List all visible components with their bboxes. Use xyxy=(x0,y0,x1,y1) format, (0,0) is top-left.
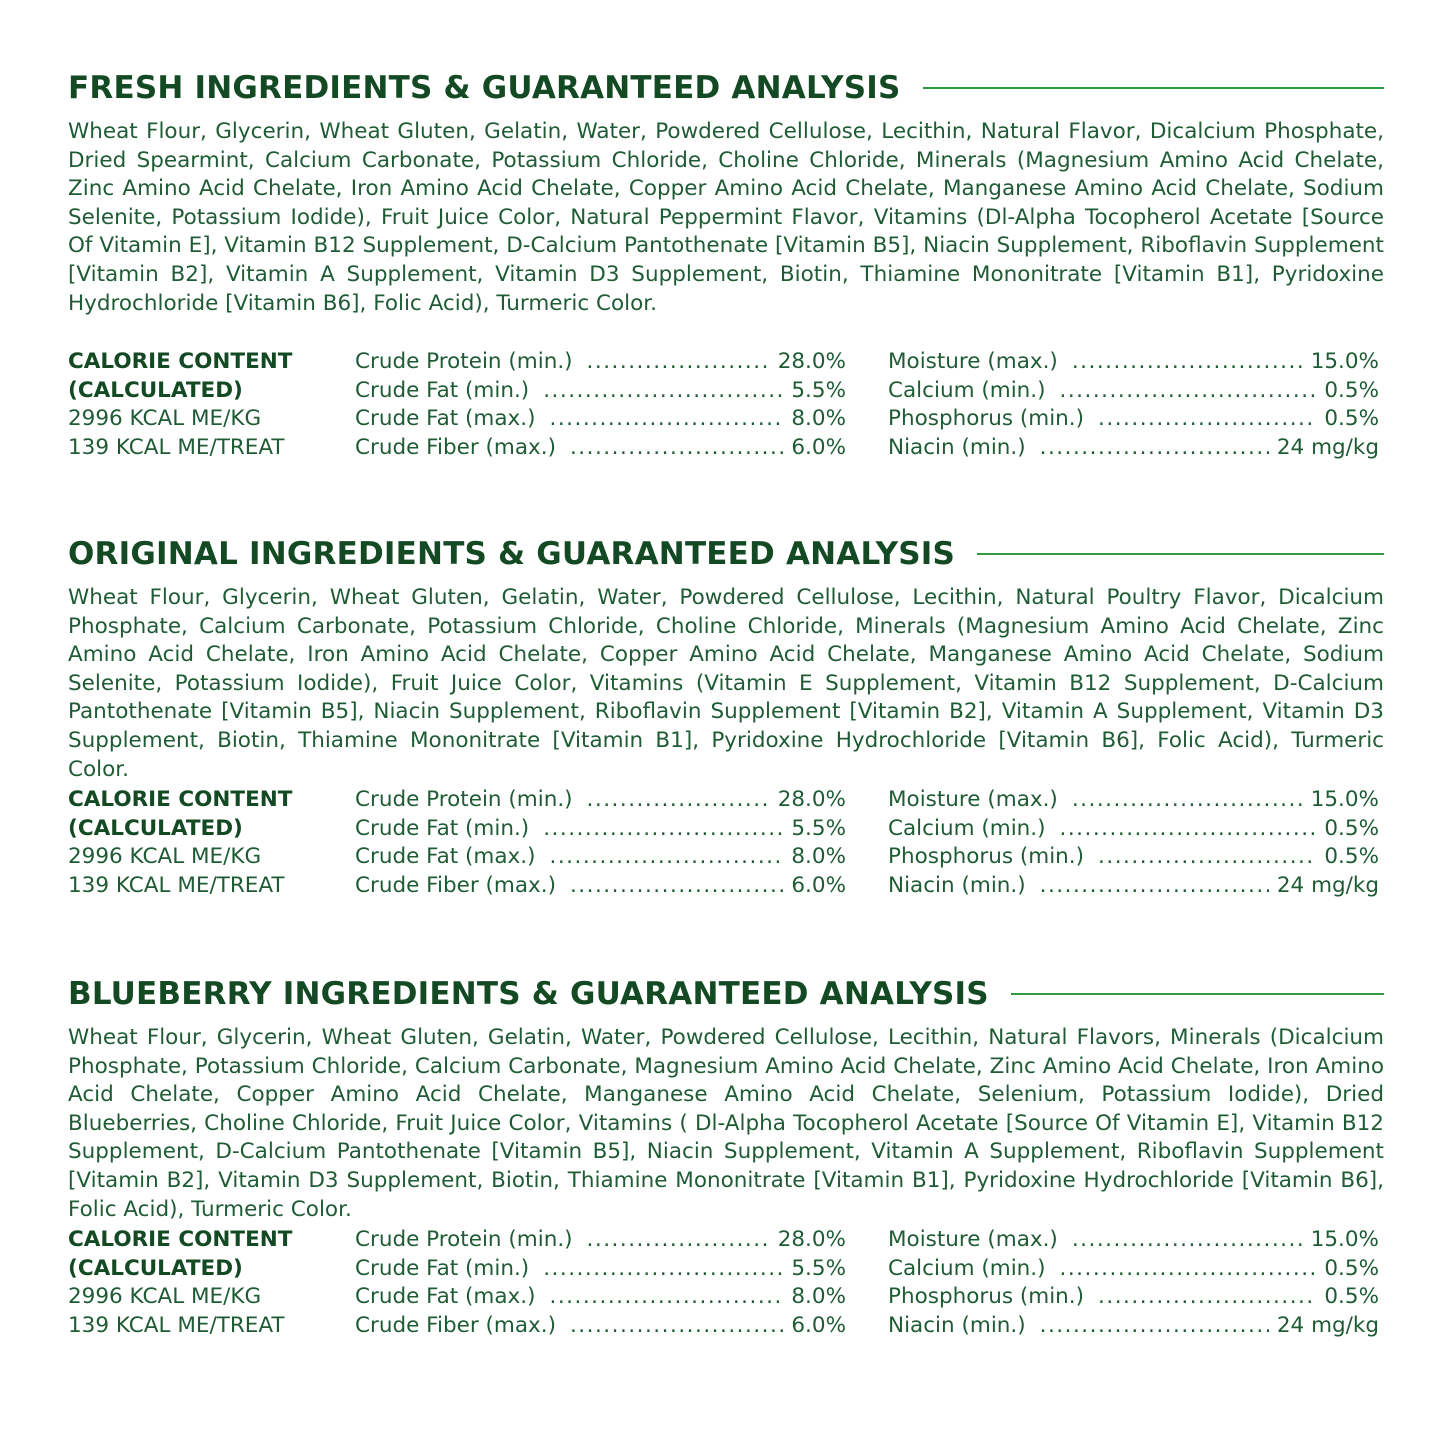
section-heading xyxy=(68,536,955,572)
heading-rule xyxy=(977,553,1384,555)
leader-dots xyxy=(549,405,783,434)
analysis-value: 28.0% xyxy=(777,1227,846,1252)
analysis-row xyxy=(888,815,1379,844)
analysis-label: Crude Fiber (max.) xyxy=(355,873,556,899)
section-heading xyxy=(68,70,901,106)
heading-rule xyxy=(1011,993,1384,995)
analysis-value: 24 mg/kg xyxy=(1276,435,1379,461)
analysis-label: Moisture (max.) xyxy=(888,787,1058,812)
analysis-label: Calcium (min.) xyxy=(888,1255,1046,1281)
analysis-row xyxy=(355,872,846,901)
analysis-row xyxy=(888,1226,1379,1255)
leader-dots xyxy=(1072,786,1303,815)
heading-rule xyxy=(923,87,1384,89)
analysis-row xyxy=(888,434,1379,463)
analysis-label: Crude Fat (max.) xyxy=(355,844,536,870)
calorie-content xyxy=(68,1226,338,1341)
analysis-label: Crude Protein (min.) xyxy=(355,787,573,812)
ingredients-text: Wheat Flour, Glycerin, Wheat Gluten, Gelatin, Water, Powdered Cellulose, Lecithin, Natural Poultry Flavor, Dicalcium Phosphate, Calcium Carbonate, Potassium Chloride, Choline Chloride, Minerals (Magnesium Amino Acid Chelate, Zinc Amino Acid Chelate, Iron Amino Acid Chelate, Copper Amino Acid Chelate, Manganese Amino Acid Chelate, Sodium Selenite, Potassium Iodide), Fruit Juice Color, Vitamins (Vitamin E Supplement, Vitamin B12 Supplement, D-Calcium Pantothenate [Vitamin B5], Niacin Supplement, Riboflavin Supplement [Vitamin B2], Vitamin A Supplement, Vitamin D3 Supplement, Biotin, Thiamine Mononitrate [Vitamin B1], Pyridoxine Hydrochloride [Vitamin B6], Folic Acid), Turmeric Color. xyxy=(68,585,1384,782)
analysis-row xyxy=(888,405,1379,434)
leader-dots xyxy=(570,872,783,901)
leader-dots xyxy=(1098,843,1316,872)
analysis-value: 24 mg/kg xyxy=(1276,1313,1379,1339)
leader-dots xyxy=(1060,377,1317,406)
calorie-subtitle: (CALCULATED) xyxy=(68,377,243,403)
analysis-column-left xyxy=(355,1226,846,1341)
guaranteed-analysis xyxy=(68,786,1384,902)
analysis-value: 5.5% xyxy=(791,815,846,841)
analysis-row xyxy=(355,434,846,463)
analysis-label: Phosphorus (min.) xyxy=(888,1284,1085,1310)
leader-dots xyxy=(543,1255,783,1284)
kcal-per-treat: 139 KCAL ME/TREAT xyxy=(68,1313,285,1339)
analysis-value: 5.5% xyxy=(791,377,846,403)
analysis-label: Crude Fiber (max.) xyxy=(355,435,556,461)
analysis-column-right xyxy=(888,786,1379,901)
analysis-label: Crude Fat (min.) xyxy=(355,377,530,403)
guaranteed-analysis xyxy=(68,1226,1384,1342)
calorie-title: CALORIE CONTENT xyxy=(68,349,293,374)
flavor-name: FRESH xyxy=(68,70,184,106)
analysis-value: 8.0% xyxy=(791,1284,846,1310)
leader-dots xyxy=(1098,405,1316,434)
analysis-row xyxy=(888,348,1379,377)
leader-dots xyxy=(1072,1226,1303,1255)
analysis-value: 0.5% xyxy=(1324,844,1379,870)
analysis-value: 24 mg/kg xyxy=(1276,873,1379,899)
leader-dots xyxy=(1060,1255,1317,1284)
analysis-label: Crude Protein (min.) xyxy=(355,349,573,374)
analysis-label: Crude Fat (max.) xyxy=(355,1284,536,1310)
analysis-label: Calcium (min.) xyxy=(888,377,1046,403)
heading-text: INGREDIENTS & GUARANTEED ANALYSIS xyxy=(194,70,901,106)
analysis-label: Phosphorus (min.) xyxy=(888,844,1085,870)
analysis-value: 6.0% xyxy=(791,873,846,899)
calorie-subtitle: (CALCULATED) xyxy=(68,1255,243,1281)
guaranteed-analysis xyxy=(68,348,1384,464)
kcal-per-kg: 2996 KCAL ME/KG xyxy=(68,1284,262,1310)
heading-text: INGREDIENTS & GUARANTEED ANALYSIS xyxy=(282,976,989,1012)
analysis-value: 15.0% xyxy=(1310,787,1379,812)
analysis-value: 15.0% xyxy=(1310,349,1379,374)
flavor-name: ORIGINAL xyxy=(68,536,239,572)
ingredients-text: Wheat Flour, Glycerin, Wheat Gluten, Gelatin, Water, Powdered Cellulose, Lecithin, Natural Flavor, Dicalcium Phosphate, Dried Spearmint, Calcium Carbonate, Potassium Chloride, Choline Chloride, Minerals (Magnesium Amino Acid Chelate, Zinc Amino Acid Chelate, Iron Amino Acid Chelate, Copper Amino Acid Chelate, Manganese Amino Acid Chelate, Sodium Selenite, Potassium Iodide), Fruit Juice Color, Natural Peppermint Flavor, Vitamins (Dl-Alpha Tocopherol Acetate [Source Of Vitamin E], Vitamin B12 Supplement, D-Calcium Pantothenate [Vitamin B5], Niacin Supplement, Riboflavin Supplement [Vitamin B2], Vitamin A Supplement, Vitamin D3 Supplement, Biotin, Thiamine Mononitrate [Vitamin B1], Pyridoxine Hydrochloride [Vitamin B6], Folic Acid), Turmeric Color. xyxy=(68,119,1384,316)
section-heading-row xyxy=(68,974,1384,1014)
calorie-title: CALORIE CONTENT xyxy=(68,1227,293,1252)
analysis-value: 8.0% xyxy=(791,406,846,432)
flavor-name: BLUEBERRY xyxy=(68,976,272,1012)
analysis-value: 6.0% xyxy=(791,435,846,461)
analysis-value: 8.0% xyxy=(791,844,846,870)
analysis-row xyxy=(355,786,846,815)
analysis-column-left xyxy=(355,786,846,901)
leader-dots xyxy=(1072,348,1303,377)
analysis-row xyxy=(355,843,846,872)
leader-dots xyxy=(543,377,783,406)
section-heading-row xyxy=(68,534,1384,574)
analysis-label: Crude Fiber (max.) xyxy=(355,1313,556,1339)
section-heading-row xyxy=(68,68,1384,108)
kcal-per-kg: 2996 KCAL ME/KG xyxy=(68,844,262,870)
calorie-content xyxy=(68,348,338,463)
section-heading xyxy=(68,976,989,1012)
analysis-column-left xyxy=(355,348,846,463)
analysis-label: Calcium (min.) xyxy=(888,815,1046,841)
analysis-row xyxy=(355,1226,846,1255)
calorie-subtitle: (CALCULATED) xyxy=(68,815,243,841)
analysis-value: 6.0% xyxy=(791,1313,846,1339)
leader-dots xyxy=(1060,815,1317,844)
analysis-row xyxy=(355,377,846,406)
analysis-label: Crude Fat (min.) xyxy=(355,1255,530,1281)
leader-dots xyxy=(1040,1312,1269,1341)
analysis-row xyxy=(888,786,1379,815)
leader-dots xyxy=(587,1226,770,1255)
analysis-value: 28.0% xyxy=(777,787,846,812)
analysis-row xyxy=(888,1283,1379,1312)
calorie-title: CALORIE CONTENT xyxy=(68,787,293,812)
analysis-value: 0.5% xyxy=(1324,1255,1379,1281)
leader-dots xyxy=(543,815,783,844)
analysis-value: 15.0% xyxy=(1310,1227,1379,1252)
analysis-row xyxy=(888,1255,1379,1284)
analysis-row xyxy=(355,1312,846,1341)
analysis-label: Niacin (min.) xyxy=(888,873,1026,899)
analysis-value: 0.5% xyxy=(1324,815,1379,841)
analysis-label: Crude Fat (max.) xyxy=(355,406,536,432)
analysis-value: 0.5% xyxy=(1324,406,1379,432)
leader-dots xyxy=(1040,872,1269,901)
analysis-column-right xyxy=(888,1226,1379,1341)
analysis-row xyxy=(355,1283,846,1312)
analysis-value: 0.5% xyxy=(1324,1284,1379,1310)
analysis-value: 0.5% xyxy=(1324,377,1379,403)
leader-dots xyxy=(587,348,770,377)
leader-dots xyxy=(570,434,783,463)
section-original xyxy=(68,534,1384,902)
section-blueberry xyxy=(68,974,1384,1342)
analysis-row xyxy=(355,815,846,844)
analysis-label: Crude Fat (min.) xyxy=(355,815,530,841)
analysis-row xyxy=(888,377,1379,406)
analysis-row xyxy=(355,405,846,434)
analysis-row xyxy=(888,872,1379,901)
analysis-column-right xyxy=(888,348,1379,463)
analysis-row xyxy=(888,1312,1379,1341)
kcal-per-treat: 139 KCAL ME/TREAT xyxy=(68,435,285,461)
analysis-label: Moisture (max.) xyxy=(888,349,1058,374)
leader-dots xyxy=(549,843,783,872)
analysis-row xyxy=(888,843,1379,872)
leader-dots xyxy=(587,786,770,815)
analysis-label: Niacin (min.) xyxy=(888,1313,1026,1339)
analysis-label: Moisture (max.) xyxy=(888,1227,1058,1252)
analysis-row xyxy=(355,1255,846,1284)
section-fresh xyxy=(68,68,1384,464)
analysis-label: Phosphorus (min.) xyxy=(888,406,1085,432)
leader-dots xyxy=(570,1312,783,1341)
heading-text: INGREDIENTS & GUARANTEED ANALYSIS xyxy=(249,536,956,572)
analysis-value: 5.5% xyxy=(791,1255,846,1281)
analysis-label: Crude Protein (min.) xyxy=(355,1227,573,1252)
analysis-label: Niacin (min.) xyxy=(888,435,1026,461)
kcal-per-treat: 139 KCAL ME/TREAT xyxy=(68,873,285,899)
leader-dots xyxy=(1098,1283,1316,1312)
kcal-per-kg: 2996 KCAL ME/KG xyxy=(68,406,262,432)
leader-dots xyxy=(549,1283,783,1312)
leader-dots xyxy=(1040,434,1269,463)
calorie-content xyxy=(68,786,338,901)
analysis-value: 28.0% xyxy=(777,349,846,374)
ingredients-text: Wheat Flour, Glycerin, Wheat Gluten, Gelatin, Water, Powdered Cellulose, Lecithin, Natural Flavors, Minerals (Dicalcium Phosphate, Potassium Chloride, Calcium Carbonate, Magnesium Amino Acid Chelate, Zinc Amino Acid Chelate, Iron Amino Acid Chelate, Copper Amino Acid Chelate, Manganese Amino Acid Chelate, Selenium, Potassium Iodide), Dried Blueberries, Choline Chloride, Fruit Juice Color, Vitamins ( Dl-Alpha Tocopherol Acetate [Source Of Vitamin E], Vitamin B12 Supplement, D-Calcium Pantothenate [Vitamin B5], Niacin Supplement, Vitamin A Supplement, Riboflavin Supplement [Vitamin B2], Vitamin D3 Supplement, Biotin, Thiamine Mononitrate [Vitamin B1], Pyridoxine Hydrochloride [Vitamin B6], Folic Acid), Turmeric Color. xyxy=(68,1025,1384,1222)
analysis-row xyxy=(355,348,846,377)
